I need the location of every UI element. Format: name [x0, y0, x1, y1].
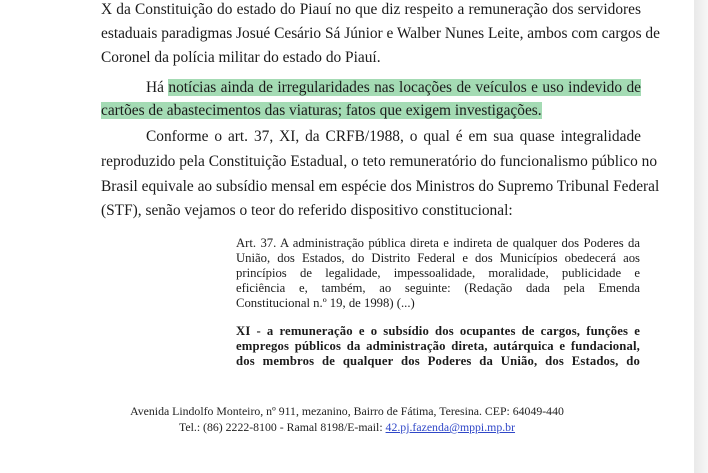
page-edge-shadow — [694, 0, 708, 473]
highlighted-text-2: cartões de abastecimentos das viaturas; fatos que exigem investigações. — [101, 102, 542, 119]
conforme-line-4: (STF), senão vejamos o teor do referido dispositivo constitucional: — [101, 202, 513, 219]
quote-bold-line-1: XI - a remuneração e o subsídio dos ocupantes de cargos, funções e — [236, 324, 640, 338]
body-line-3: Coronel da polícia militar do estado do Piauí. — [101, 49, 381, 66]
highlight-paragraph-line-2 — [101, 101, 641, 121]
footer-contact-prefix: Tel.: (86) 2222-8100 - Ramal 8198/E-mail: — [178, 420, 386, 434]
quote-bold-line-2: empregos públicos da administração direta, autárquica e fundacional, — [236, 339, 640, 353]
quote-line-5: Constitucional n.º 19, de 1998) (...) — [236, 296, 415, 310]
footer-email-link[interactable]: 42.pj.fazenda@mppi.mp.br — [385, 420, 516, 434]
highlighted-text-1: notícias ainda de irregularidades nas locações de veículos e uso indevido de — [168, 79, 641, 96]
quote-line-4: eficiência e, também, ao seguinte: (Redação dada pela Emenda — [236, 281, 640, 295]
footer-contact — [0, 420, 694, 435]
conforme-line-3: Brasil equivale ao subsídio mensal em espécie dos Ministros do Supremo Tribunal Federal — [101, 178, 660, 195]
quote-line-2: União, dos Estados, do Distrito Federal e dos Municípios obedecerá aos — [236, 251, 640, 265]
quote-line-3: princípios de legalidade, impessoalidade, moralidade, publicidade e — [236, 266, 640, 280]
highlight-paragraph-line-1 — [101, 78, 641, 98]
quote-bold-line-3: dos membros de qualquer dos Poderes da União, dos Estados, do — [236, 354, 640, 368]
quote-line-1: Art. 37. A administração pública direta e indireta de qualquer dos Poderes da — [236, 236, 640, 250]
conforme-line-2: reproduzido pela Constituição Estadual, o teto remuneratório do funcionalismo público no — [101, 153, 658, 170]
footer-address: Avenida Lindolfo Monteiro, nº 911, mezanino, Bairro de Fátima, Teresina. CEP: 64049-440 — [130, 404, 564, 418]
body-line-1: X da Constituição do estado do Piauí no que diz respeito a remuneração dos servidores — [101, 1, 641, 18]
highlight-prefix: Há — [146, 79, 164, 96]
body-line-2: estaduais paradigmas Josué Cesário Sá Júnior e Walber Nunes Leite, ambos com cargos de — [101, 25, 660, 42]
conforme-line-1: Conforme o art. 37, XI, da CRFB/1988, o qual é em sua quase integralidade — [146, 128, 641, 145]
